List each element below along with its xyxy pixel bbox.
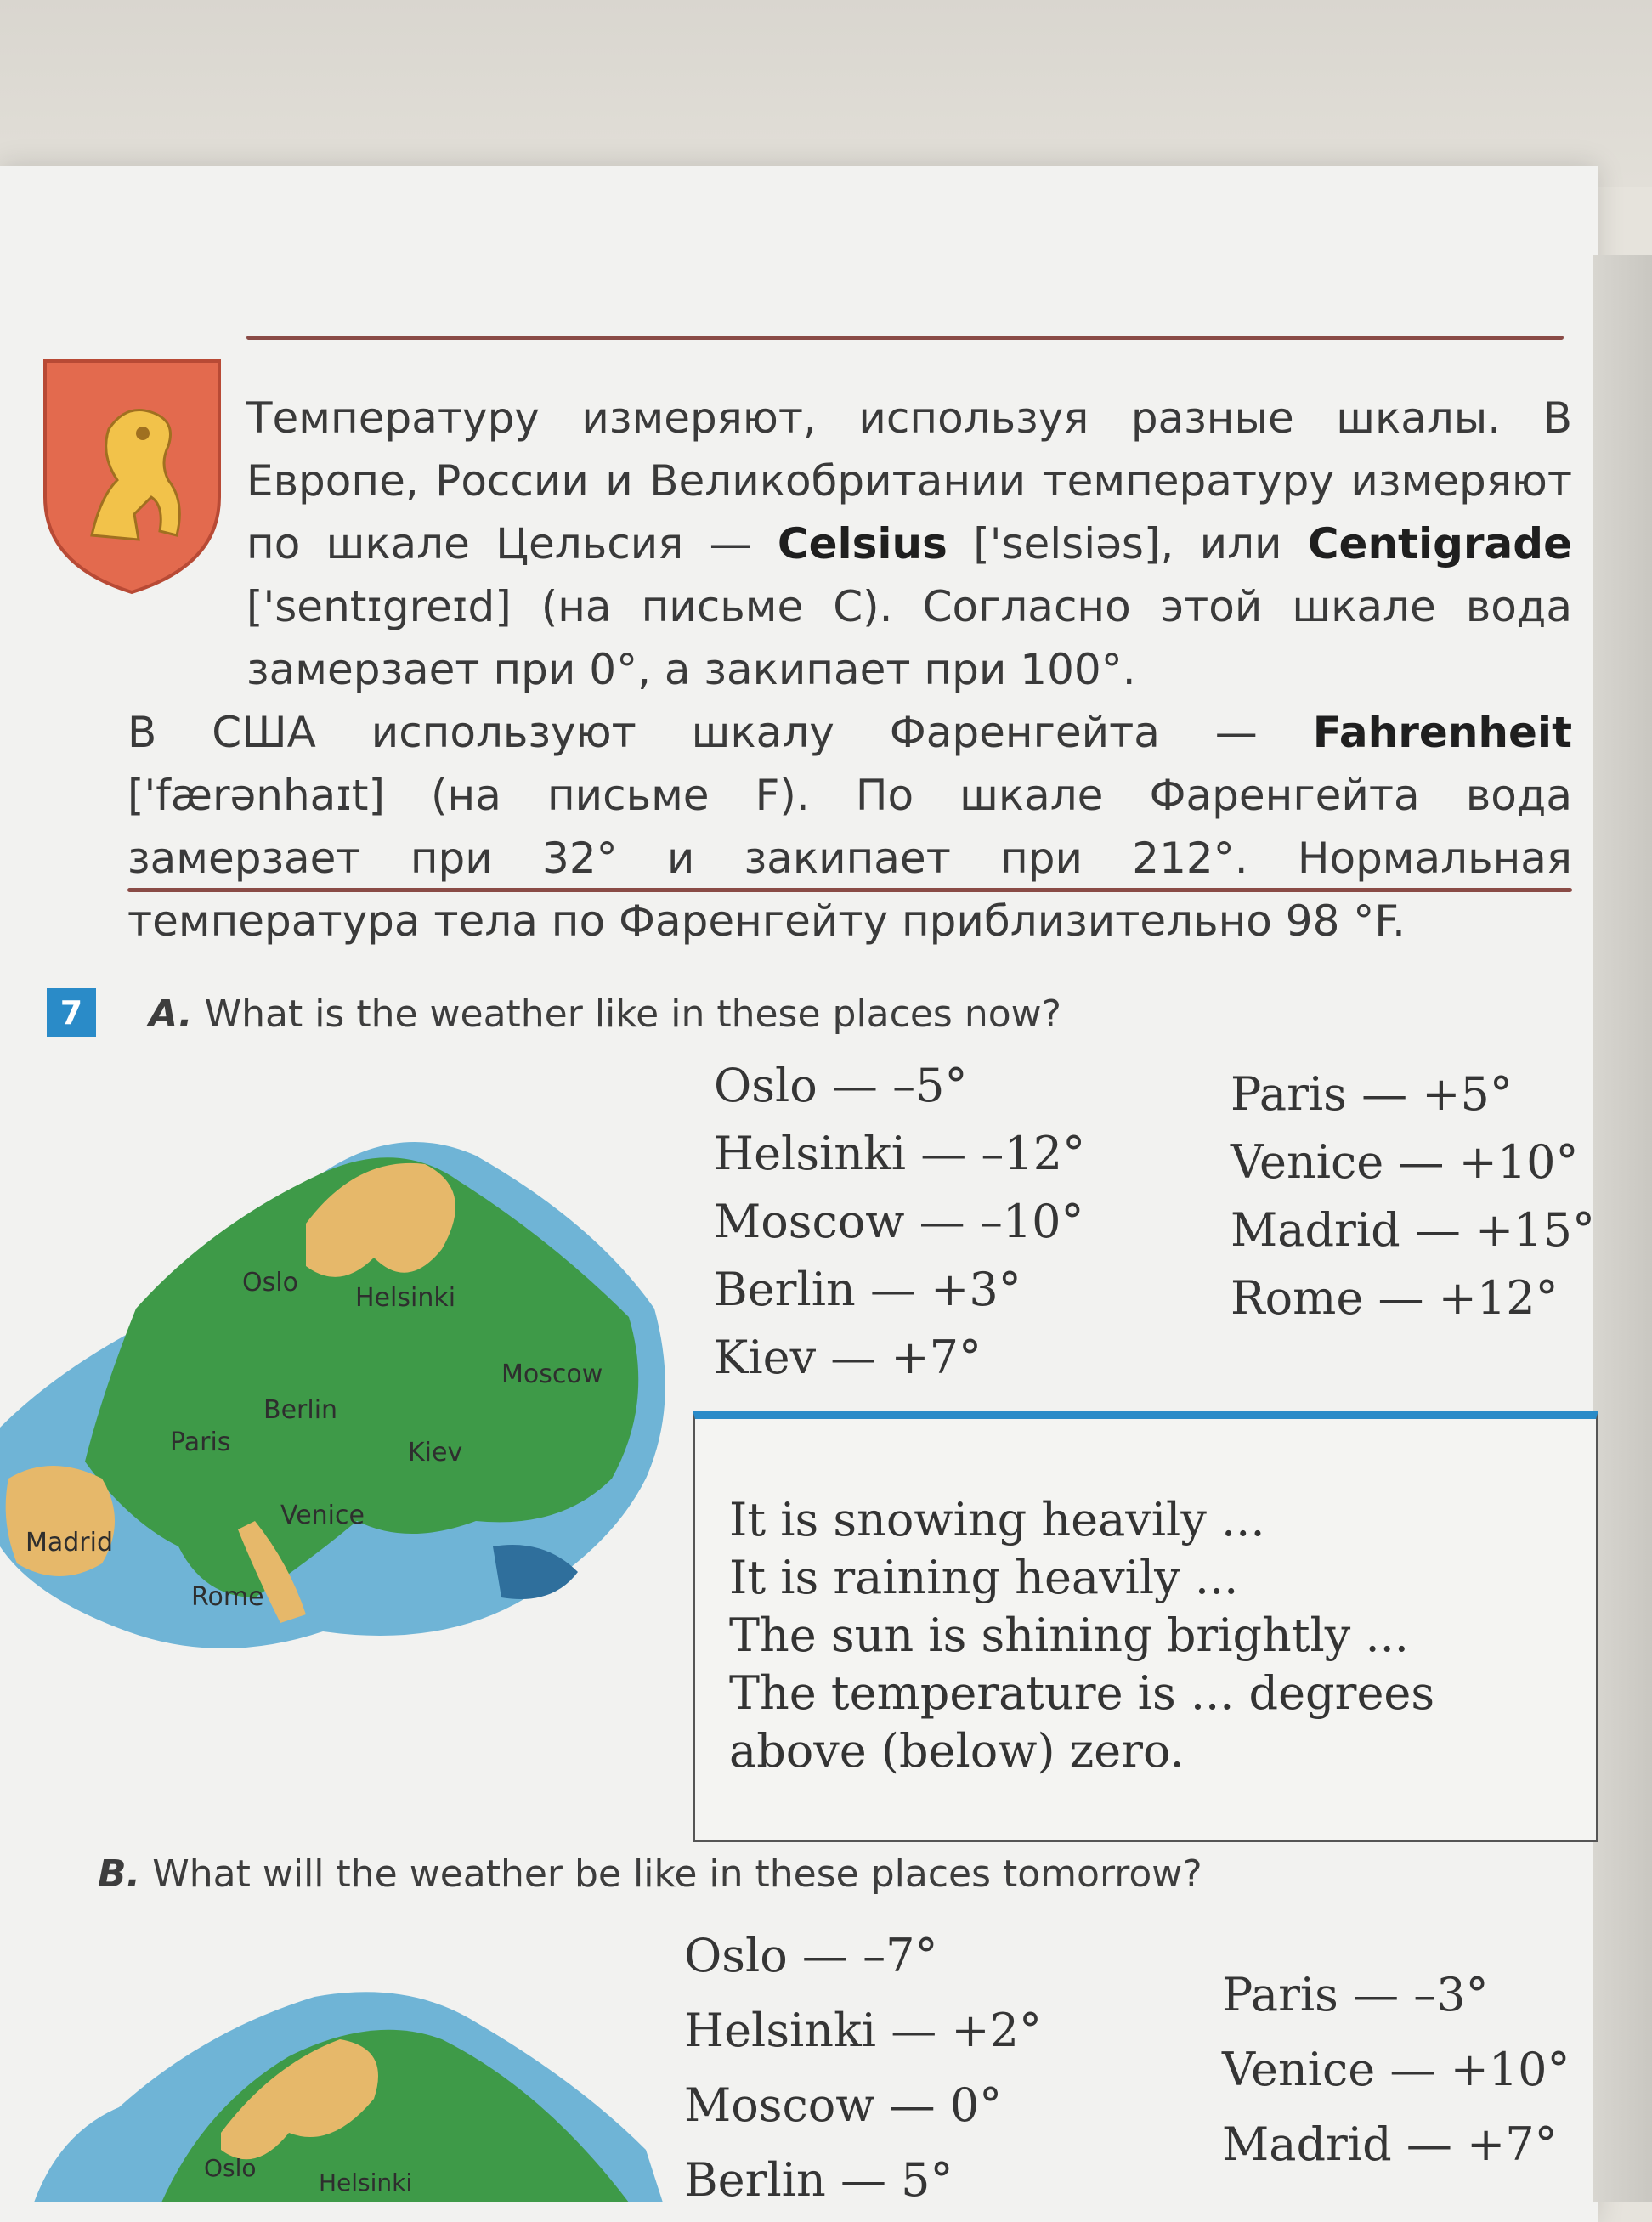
today-temp-paris: Paris — +5° <box>1231 1067 1513 1121</box>
phrase-sun: The sun is shining brightly ... <box>729 1609 1409 1662</box>
tomorrow-temp-helsinki: Helsinki — +2° <box>684 2004 1043 2057</box>
weather-phrases-box <box>693 1411 1598 1842</box>
map-label-moscow: Moscow <box>501 1360 603 1389</box>
phrase-snowing: It is snowing heavily ... <box>729 1493 1265 1546</box>
celsius-term: Celsius <box>777 519 948 568</box>
tomorrow-temp-moscow: Moscow — 0° <box>684 2078 1003 2132</box>
phrase-raining: It is raining heavily ... <box>729 1551 1239 1604</box>
today-temperatures-left <box>714 1052 1085 1392</box>
fahrenheit-term: Fahrenheit <box>1312 708 1572 757</box>
today-temperatures-right <box>1231 1060 1595 1332</box>
map-label-madrid: Madrid <box>25 1528 114 1558</box>
today-temp-kiev: Kiev — +7° <box>714 1331 982 1384</box>
exercise-number-badge: 7 <box>47 988 96 1037</box>
map-label-paris: Paris <box>170 1428 231 1457</box>
question-a-text: What is the weather like in these places now? <box>204 992 1061 1036</box>
today-temp-venice: Venice — +10° <box>1231 1135 1579 1189</box>
today-temp-moscow: Moscow — –10° <box>714 1195 1084 1248</box>
top-rule <box>246 336 1564 340</box>
today-temp-rome: Rome — +12° <box>1231 1271 1559 1325</box>
map-label-kiev: Kiev <box>408 1438 463 1467</box>
question-b <box>98 1852 1202 1896</box>
tomorrow-temp-paris: Paris — –3° <box>1222 1968 1489 2021</box>
map2-label-helsinki: Helsinki <box>319 2168 413 2197</box>
tomorrow-temp-berlin: Berlin — 5° <box>684 2153 953 2207</box>
page-edge <box>1593 255 1652 2202</box>
tomorrow-temperatures-right <box>1222 1961 1570 2185</box>
phrase-temperature: The temperature is ... degrees <box>729 1666 1435 1720</box>
today-temp-helsinki: Helsinki — –12° <box>714 1127 1086 1180</box>
map-label-oslo: Oslo <box>242 1268 298 1298</box>
europe-weather-map-tomorrow <box>34 1980 680 2202</box>
map-label-berlin: Berlin <box>263 1395 338 1425</box>
map-label-venice: Venice <box>280 1501 365 1530</box>
today-temp-madrid: Madrid — +15° <box>1231 1203 1595 1257</box>
tomorrow-temp-oslo: Oslo — –7° <box>684 1929 938 1982</box>
question-a-letter: A. <box>149 992 193 1036</box>
note-paragraph-2: В США используют шкалу Фаренгейта — Fahrenheit ['færənhaɪt] (на письме F). По шкале Фаренгейта вода замерзает при 32° и закипает при 212°. Нормальная температура тела по Фаренгейту приблизительно 98 °F. <box>127 708 1572 946</box>
note-paragraph-1: Температуру измеряют, используя разные шкалы. В Европе, России и Великобритании температуру измеряют по шкале Цельсия — Celsius ['selsiəs], или Centigrade ['sentɪgreɪd] (на письме С). Согласно этой шкале вода замерзает при 0°, а закипает при 100°. <box>246 393 1572 694</box>
europe-weather-map-today <box>0 1122 680 1682</box>
tomorrow-temperatures-left <box>684 1922 1042 2221</box>
map-label-rome: Rome <box>191 1582 264 1612</box>
today-temp-oslo: Oslo — –5° <box>714 1059 968 1112</box>
background-surface <box>0 0 1652 187</box>
centigrade-term: Centigrade <box>1307 519 1572 568</box>
phrase-above-below: above (below) zero. <box>729 1724 1185 1778</box>
question-b-letter: B. <box>98 1852 141 1896</box>
temperature-scales-note <box>127 387 1572 953</box>
question-b-text: What will the weather be like in these places tomorrow? <box>152 1852 1202 1896</box>
map-label-helsinki: Helsinki <box>355 1283 456 1313</box>
tomorrow-temp-madrid: Madrid — +7° <box>1222 2117 1558 2171</box>
tomorrow-temp-venice: Venice — +10° <box>1222 2043 1570 2096</box>
map2-label-oslo: Oslo <box>204 2154 257 2182</box>
today-temp-berlin: Berlin — +3° <box>714 1263 1021 1316</box>
question-a <box>149 992 1061 1036</box>
